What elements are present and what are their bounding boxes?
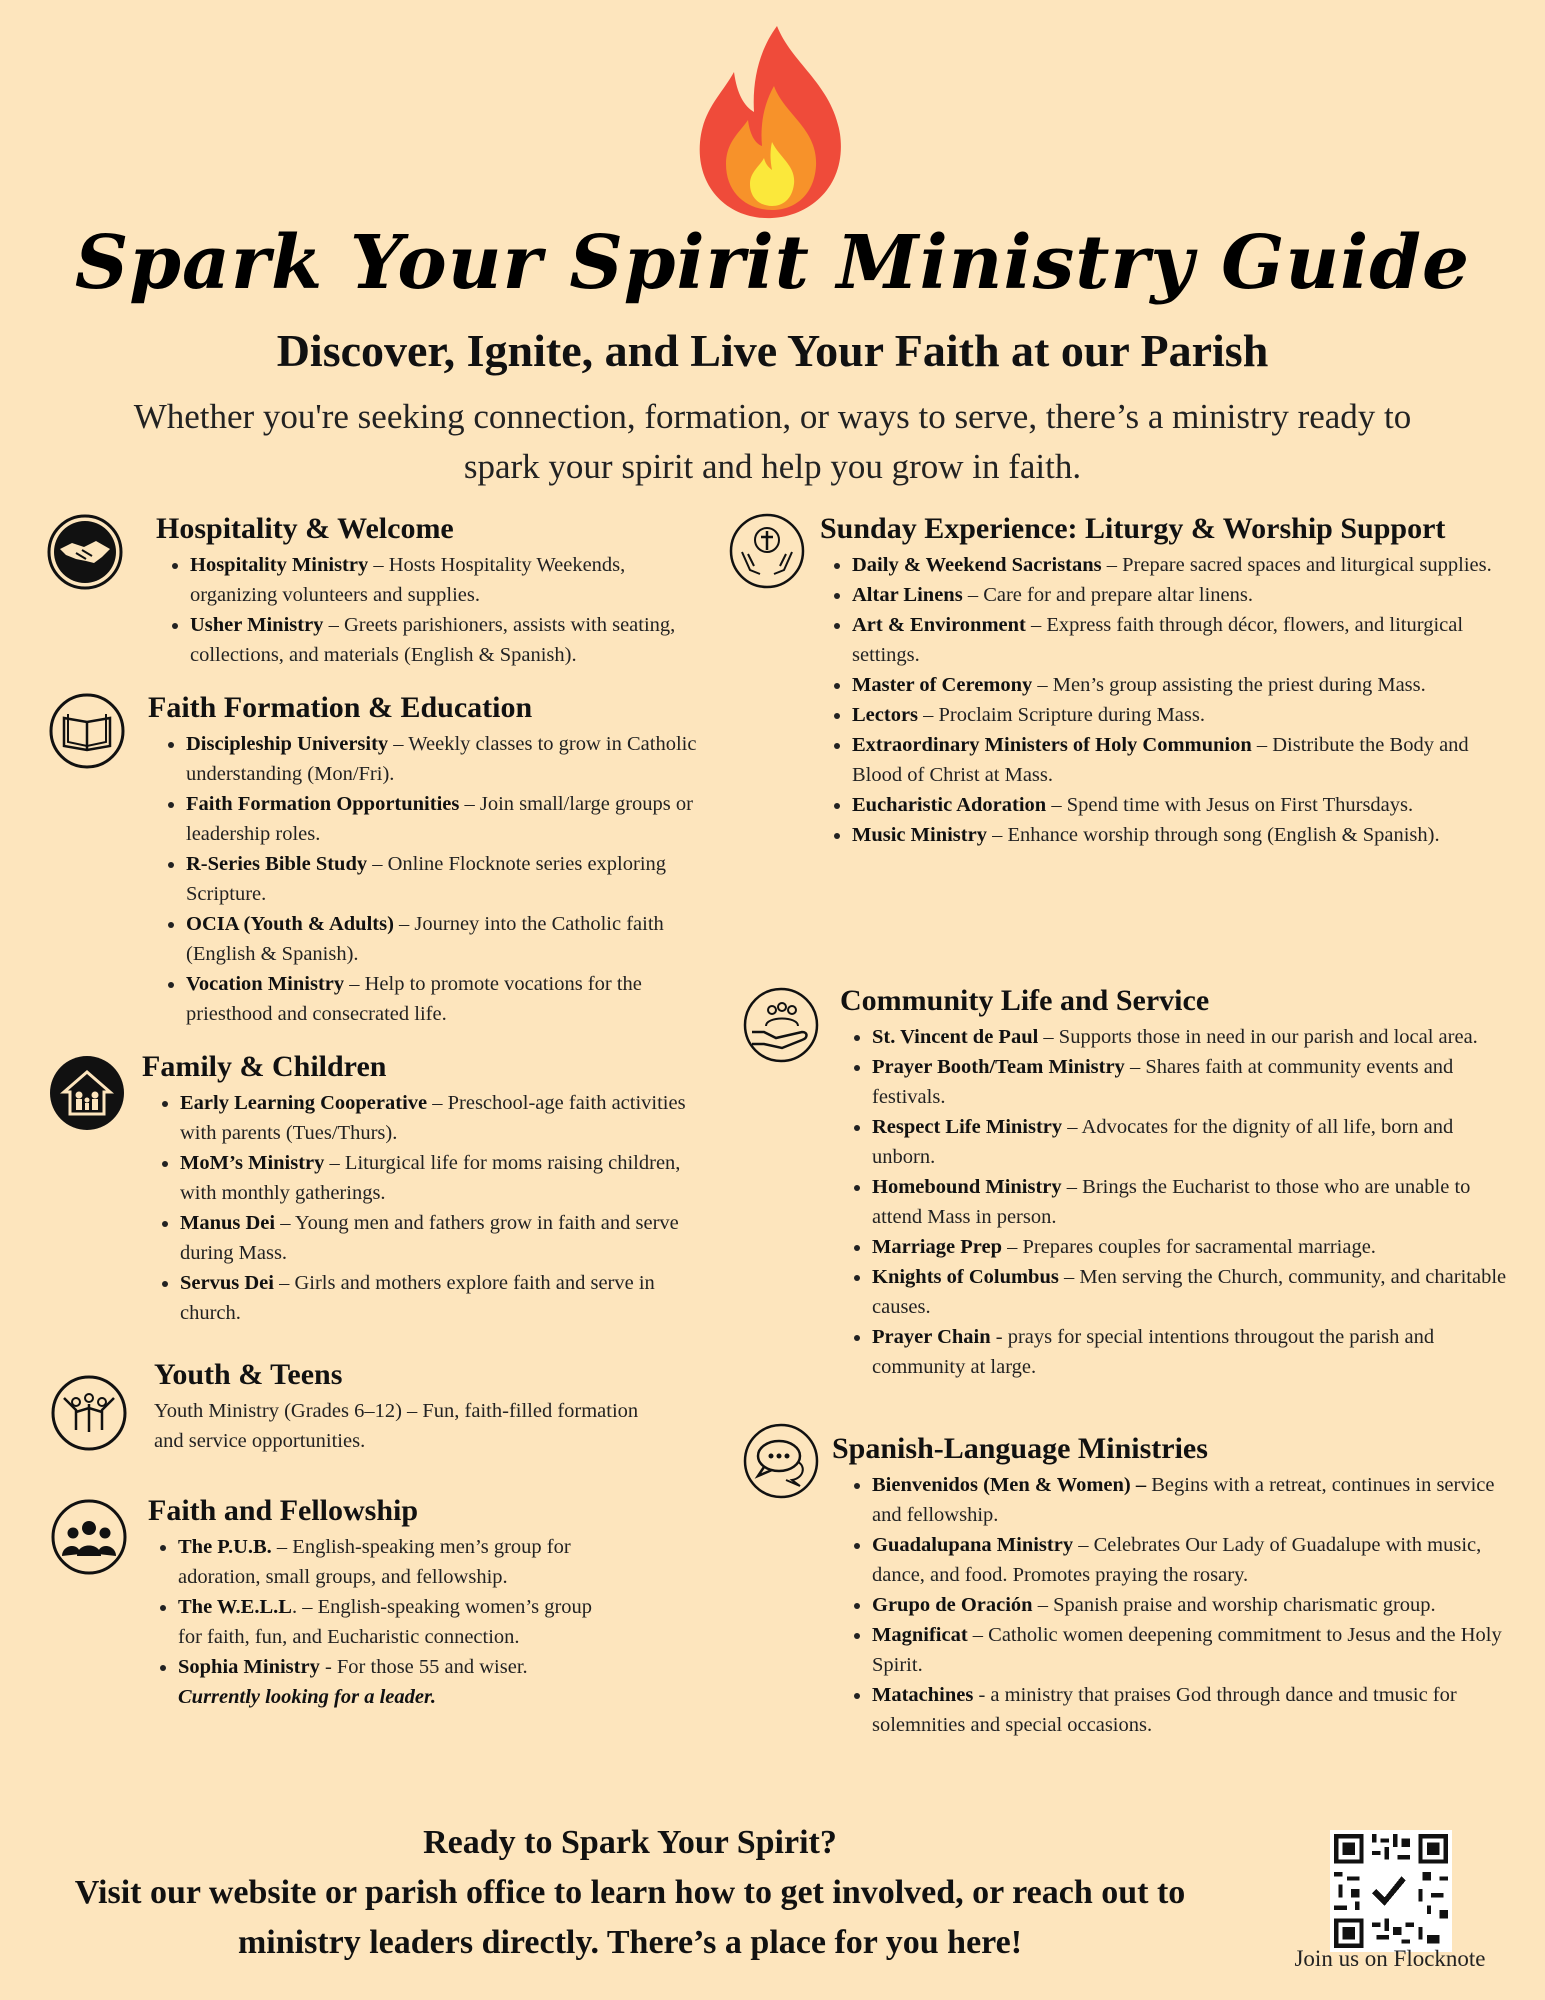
list-item: • Guadalupana Ministry – Celebrates Our Lady of Guadalupe with music, dance, and food. Promotes praying the rosary. [872,1530,1522,1590]
list-item: • Eucharistic Adoration – Spend time with Jesus on First Thursdays. [852,790,1520,820]
flame-icon [682,24,862,220]
list-item: • Prayer Booth/Team Ministry – Shares faith at community events and festivals. [872,1052,1520,1112]
list-item: • Respect Life Ministry – Advocates for the dignity of all life, born and unborn. [872,1112,1520,1172]
list-item: • Discipleship University – Weekly classes to grow in Catholic understanding (Mon/Fri). [186,729,718,789]
family-home-icon [48,1054,126,1132]
section-title: Faith Formation & Education [148,691,533,724]
list-item: • Marriage Prep – Prepares couples for sacramental marriage. [872,1232,1520,1262]
book-icon [48,692,126,770]
list-item: • Music Ministry – Enhance worship through song (English & Spanish). [852,820,1520,850]
section-title: Community Life and Service [840,984,1210,1017]
list-item: • Sophia Ministry - For those 55 and wiser. Currently looking for a leader. [178,1652,618,1712]
section-spanish [832,1432,1522,1740]
praying-hands-cross-icon [728,512,806,590]
call-to-action [40,1818,1220,1968]
list-item: • Altar Linens – Care for and prepare altar linens. [852,580,1520,610]
list-item: • Art & Environment – Express faith through décor, flowers, and liturgical settings. [852,610,1520,670]
list-item: • Homebound Ministry – Brings the Eucharist to those who are unable to attend Mass in person. [872,1172,1520,1232]
list-item: • Manus Dei – Young men and fathers grow in faith and serve during Mass. [180,1208,712,1268]
list-item: • The W.E.L.L. – English-speaking women’s group for faith, fun, and Eucharistic connection. [178,1592,618,1652]
page-title: Spark Your Spirit Ministry Guide [74,220,1471,306]
list-item: • Early Learning Cooperative – Preschool-age faith activities with parents (Tues/Thurs). [180,1088,712,1148]
group-icon [50,1498,128,1576]
section-title: Spanish-Language Ministries [832,1432,1208,1465]
list-item: • MoM’s Ministry – Liturgical life for moms raising children, with monthly gatherings. [180,1148,712,1208]
list-item: • The P.U.B. – English-speaking men’s group for adoration, small groups, and fellowship. [178,1532,618,1592]
youth-group-icon [50,1374,128,1452]
list-item: • Faith Formation Opportunities – Join small/large groups or leadership roles. [186,789,718,849]
list-item: • Matachines - a ministry that praises God through dance and tmusic for solemnities and special occasions. [872,1680,1522,1740]
speech-bubbles-icon [742,1422,820,1500]
cta-heading: Ready to Spark Your Spirit? [423,1824,837,1861]
list-item: • Extraordinary Ministers of Holy Communion – Distribute the Body and Blood of Christ at Mass. [852,730,1520,790]
section-youth [154,1358,714,1456]
list-item: • Daily & Weekend Sacristans – Prepare sacred spaces and liturgical supplies. [852,550,1520,580]
section-title: Family & Children [142,1050,387,1083]
section-family [142,1050,712,1328]
leader-note: Currently looking for a leader. [178,1686,436,1708]
section-title: Youth & Teens [154,1358,343,1391]
helping-hand-people-icon [742,986,820,1064]
youth-description: Youth Ministry (Grades 6–12) – Fun, faith-filled formation and service opportunities. [154,1400,639,1452]
list-item: • OCIA (Youth & Adults) – Journey into the Catholic faith (English & Spanish). [186,909,718,969]
section-title: Faith and Fellowship [148,1494,419,1527]
list-item: • St. Vincent de Paul – Supports those in need in our parish and local area. [872,1022,1520,1052]
list-item: • Knights of Columbus – Men serving the Church, community, and charitable causes. [872,1262,1520,1322]
section-hospitality [156,512,716,670]
list-item: • Master of Ceremony – Men’s group assisting the priest during Mass. [852,670,1520,700]
list-item: • Prayer Chain - prays for special intentions througout the parish and community at large. [872,1322,1520,1382]
section-community [840,984,1520,1382]
page-subtitle: Discover, Ignite, and Live Your Faith at our Parish [276,325,1269,376]
qr-caption: Join us on Flocknote [1294,1946,1486,1971]
section-formation [148,691,718,1029]
list-item: • R-Series Bible Study – Online Flocknote series exploring Scripture. [186,849,718,909]
qr-code-icon[interactable] [1330,1830,1452,1952]
list-item: • Usher Ministry – Greets parishioners, assists with seating, collections, and materials (English & Spanish). [190,610,716,670]
handshake-icon [46,513,124,591]
list-item: • Magnificat – Catholic women deepening commitment to Jesus and the Holy Spirit. [872,1620,1522,1680]
intro-text: Whether you're seeking connection, formation, or ways to serve, there’s a ministry ready to spark your spirit and help you grow in faith. [133,397,1412,486]
section-fellowship [148,1494,708,1712]
list-item: • Bienvenidos (Men & Women) – Begins with a retreat, continues in service and fellowship. [872,1470,1522,1530]
section-liturgy [820,512,1520,850]
cta-body: Visit our website or parish office to learn how to get involved, or reach out to ministry leaders directly. There’s a place for you here! [74,1874,1186,1961]
section-title: Sunday Experience: Liturgy & Worship Support [820,512,1446,545]
section-title: Hospitality & Welcome [156,512,454,545]
list-item: • Grupo de Oración – Spanish praise and worship charismatic group. [872,1590,1522,1620]
list-item: • Servus Dei – Girls and mothers explore faith and serve in church. [180,1268,712,1328]
list-item: • Hospitality Ministry – Hosts Hospitality Weekends, organizing volunteers and supplies. [190,550,716,610]
list-item: • Vocation Ministry – Help to promote vocations for the priesthood and consecrated life. [186,969,718,1029]
list-item: • Lectors – Proclaim Scripture during Mass. [852,700,1520,730]
